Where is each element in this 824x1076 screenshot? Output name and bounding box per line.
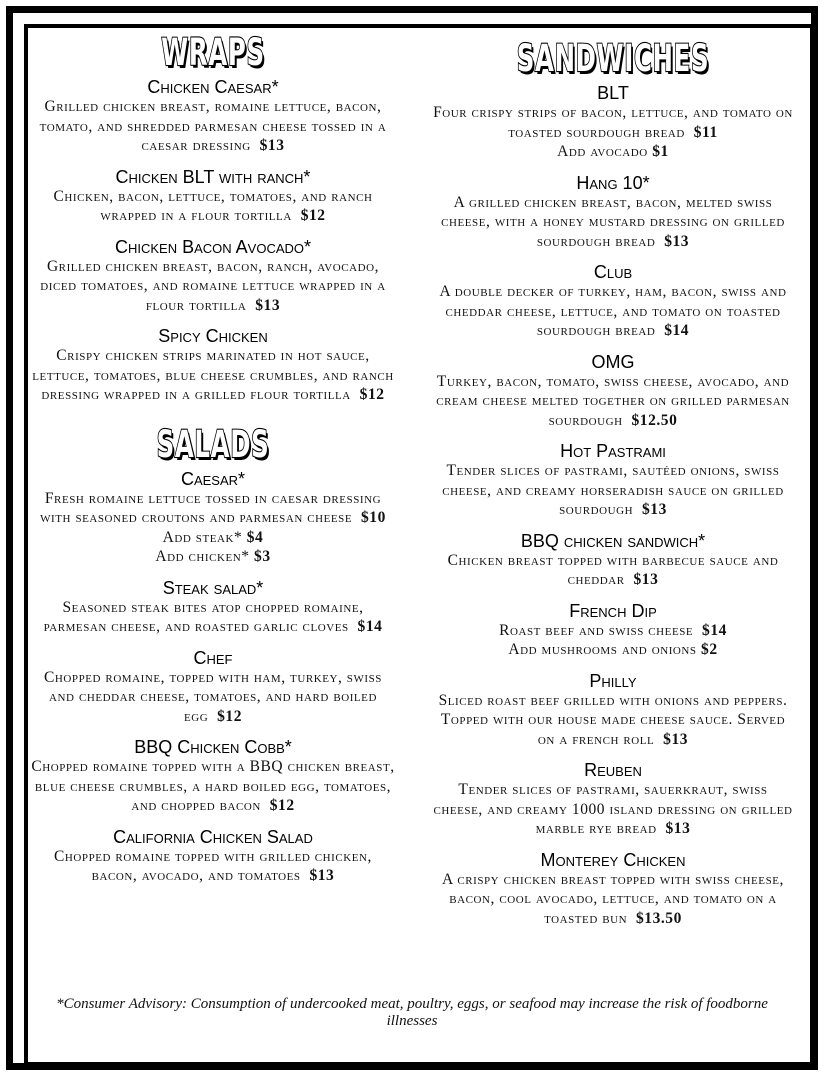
addon-label: Add chicken* <box>155 548 250 565</box>
menu-item-description <box>30 257 396 316</box>
menu-item-price: $13 <box>309 867 335 884</box>
menu-item-description <box>432 621 794 660</box>
menu-item-description-text: Tender slices of pastrami, sautéed onions, swiss cheese, and creamy horseradish sauce on grilled sourdough <box>442 462 784 518</box>
menu-item <box>30 167 396 226</box>
wraps-list <box>30 77 396 405</box>
menu-item-description <box>30 489 396 567</box>
menu-item-price: $13 <box>633 571 659 588</box>
menu-item-description-text: A double decker of turkey, ham, bacon, swiss and cheddar cheese, lettuce, and tomato on toasted sourdough bread <box>439 283 787 339</box>
menu-item <box>30 469 396 567</box>
menu-item-addon <box>432 640 794 660</box>
menu-item <box>432 850 794 929</box>
menu-item-name: Philly <box>589 670 637 691</box>
menu-item-name: Chicken Caesar* <box>147 77 279 97</box>
left-column <box>30 31 396 897</box>
menu-item <box>432 352 794 431</box>
menu-item <box>30 827 396 886</box>
menu-item <box>30 737 396 816</box>
menu-item-price: $13 <box>259 137 285 154</box>
menu-item-description <box>432 103 794 162</box>
menu-item-name: Caesar* <box>180 468 246 489</box>
menu-item-price: $12 <box>359 386 385 403</box>
menu-item <box>432 173 794 252</box>
menu-item-description <box>30 346 396 405</box>
menu-item-price: $13 <box>664 232 690 250</box>
menu-item-name: BBQ Chicken Cobb* <box>134 737 292 757</box>
salads-heading: SALADS <box>156 422 270 466</box>
menu-item <box>432 760 794 839</box>
wraps-heading: WRAPS <box>161 31 265 74</box>
menu-item-name: Hot Pastrami <box>560 441 666 461</box>
menu-item-description <box>432 551 794 590</box>
menu-item-description-text: Roast beef and swiss cheese <box>499 621 694 639</box>
menu-item-description-text: Chopped romaine topped with a BBQ chicken breast, blue cheese crumbles, a hard boiled egg, tomatoes, and chopped bacon <box>31 758 395 814</box>
menu-item-description <box>30 668 396 727</box>
menu-item-description <box>432 372 794 431</box>
menu-item-description <box>30 97 396 156</box>
menu-item-description <box>432 193 794 252</box>
menu-item <box>432 441 794 520</box>
addon-label: Add mushrooms and onions <box>508 641 697 658</box>
menu-item-price: $12 <box>217 707 243 725</box>
sandwiches-heading: SANDWICHES <box>516 37 710 80</box>
menu-item <box>432 262 794 341</box>
menu-item-description-text: Crispy chicken strips marinated in hot sauce, lettuce, tomatoes, blue cheese crumbles, and ranch dressing wrapped in a grilled flour tortilla <box>32 347 394 403</box>
menu-item-description-text: Chopped romaine topped with grilled chicken, bacon, avocado, and tomatoes <box>54 847 372 884</box>
salads-list <box>30 469 396 886</box>
menu-item-description-text: Turkey, bacon, tomato, swiss cheese, avocado, and cream cheese melted together on grilled parmesan sourdough <box>436 372 790 429</box>
menu-item-name: BLT <box>597 83 629 103</box>
menu-item-name: Reuben <box>584 760 642 780</box>
menu-item-description-text: A crispy chicken breast topped with swiss cheese, bacon, cool avocado, lettuce, and tomato on a toasted bun <box>442 870 784 927</box>
menu-item <box>30 326 396 405</box>
menu-item-description-text: Four crispy strips of bacon, lettuce, and tomato on toasted sourdough bread <box>433 104 793 141</box>
menu-item-description-text: Grilled chicken breast, bacon, ranch, avocado, diced tomatoes, and romaine lettuce wrapped in a flour tortilla <box>40 257 386 314</box>
menu-item-description-text: Grilled chicken breast, romaine lettuce, bacon, tomato, and shredded parmesan cheese tossed in a caesar dressing <box>39 98 387 154</box>
addon-label: Add steak* <box>162 528 243 546</box>
menu-item-name: Hang 10* <box>576 172 650 193</box>
menu-item-description-text: Chopped romaine, topped with ham, turkey, swiss and cheddar cheese, tomatoes, and hard boiled egg <box>44 668 382 725</box>
menu-item-addon <box>432 142 794 162</box>
menu-item-price: $14 <box>664 322 690 339</box>
menu-item-price: $13 <box>665 820 691 837</box>
menu-item-price: $13 <box>641 501 667 518</box>
menu-item-name: OMG <box>591 351 635 372</box>
menu-item-description <box>30 847 396 886</box>
menu-item-price: $12 <box>300 207 326 224</box>
salads-section <box>30 423 396 886</box>
menu-item-price: $10 <box>360 509 386 526</box>
menu-item-name: Club <box>593 262 633 282</box>
menu-item-price: $12 <box>269 797 295 814</box>
menu-item-price: $11 <box>693 123 718 141</box>
menu-item <box>432 83 794 162</box>
menu-item-name: Spicy Chicken <box>158 326 268 346</box>
addon-price: $2 <box>701 641 718 658</box>
menu-item-price: $13 <box>663 730 689 748</box>
menu-item-price: $14 <box>357 618 383 635</box>
menu-item-name: Chef <box>193 647 233 668</box>
menu-item-price: $12.50 <box>631 411 678 429</box>
menu-item-name: BBQ chicken sandwich* <box>520 530 706 551</box>
addon-price: $4 <box>246 528 264 546</box>
menu-item-description-text: Seasoned steak bites atop chopped romaine, parmesan cheese, and roasted garlic cloves <box>43 598 364 635</box>
menu-item-description <box>432 282 794 341</box>
menu-item-addon <box>30 528 396 548</box>
menu-item <box>432 531 794 590</box>
menu-item-name: Chicken BLT with ranch* <box>115 166 311 187</box>
menu-item <box>30 648 396 727</box>
menu-item <box>30 77 396 156</box>
right-column <box>432 37 794 939</box>
wraps-section <box>30 31 396 405</box>
menu-item <box>30 578 396 637</box>
menu-item-description-text: Chicken, bacon, lettuce, tomatoes, and ranch wrapped in a flour tortilla <box>53 187 373 224</box>
menu-item-description <box>30 598 396 637</box>
addon-label: Add avocado <box>557 143 648 160</box>
menu-item <box>30 237 396 316</box>
menu-item-name: Steak salad* <box>162 577 264 598</box>
menu-item-addon <box>30 547 396 567</box>
menu-item-description <box>30 187 396 226</box>
menu-item-name: California Chicken Salad <box>113 826 313 847</box>
menu-item-price: $13.50 <box>635 909 682 927</box>
menu-item-description <box>30 757 396 816</box>
menu-item-description-text: Chicken breast topped with barbecue sauce and cheddar <box>447 551 779 588</box>
consumer-advisory: *Consumer Advisory: Consumption of undercooked meat, poultry, eggs, or seafood may increase the risk of foodborne illnesses <box>56 996 768 1029</box>
menu-item-name: Chicken Bacon Avocado* <box>114 236 312 257</box>
addon-price: $1 <box>652 143 669 160</box>
menu-item-description-text: Tender slices of pastrami, sauerkraut, swiss cheese, and creamy 1000 island dressing on grilled marble rye bread <box>433 781 793 837</box>
sandwiches-section <box>432 37 794 928</box>
menu-item-price: $14 <box>702 621 727 639</box>
menu-item-name: French Dip <box>569 600 657 621</box>
menu-item-description <box>432 691 794 750</box>
menu-item-description-text: Sliced roast beef grilled with onions and peppers. Topped with our house made cheese sauce. Served on a french roll <box>438 691 788 748</box>
menu-item-description-text: A grilled chicken breast, bacon, melted swiss cheese, with a honey mustard dressing on grilled sourdough bread <box>441 193 785 250</box>
menu-item <box>432 671 794 750</box>
sandwiches-list <box>432 83 794 928</box>
menu-item-name: Monterey Chicken <box>540 849 686 870</box>
menu-item-description <box>432 461 794 520</box>
menu-item-price: $13 <box>255 296 281 314</box>
menu-item <box>432 601 794 660</box>
menu-item-description <box>432 780 794 839</box>
addon-price: $3 <box>254 548 271 565</box>
menu-item-description-text: Fresh romaine lettuce tossed in caesar dressing with seasoned croutons and parmesan cheese <box>40 489 382 526</box>
menu-item-description <box>432 870 794 929</box>
